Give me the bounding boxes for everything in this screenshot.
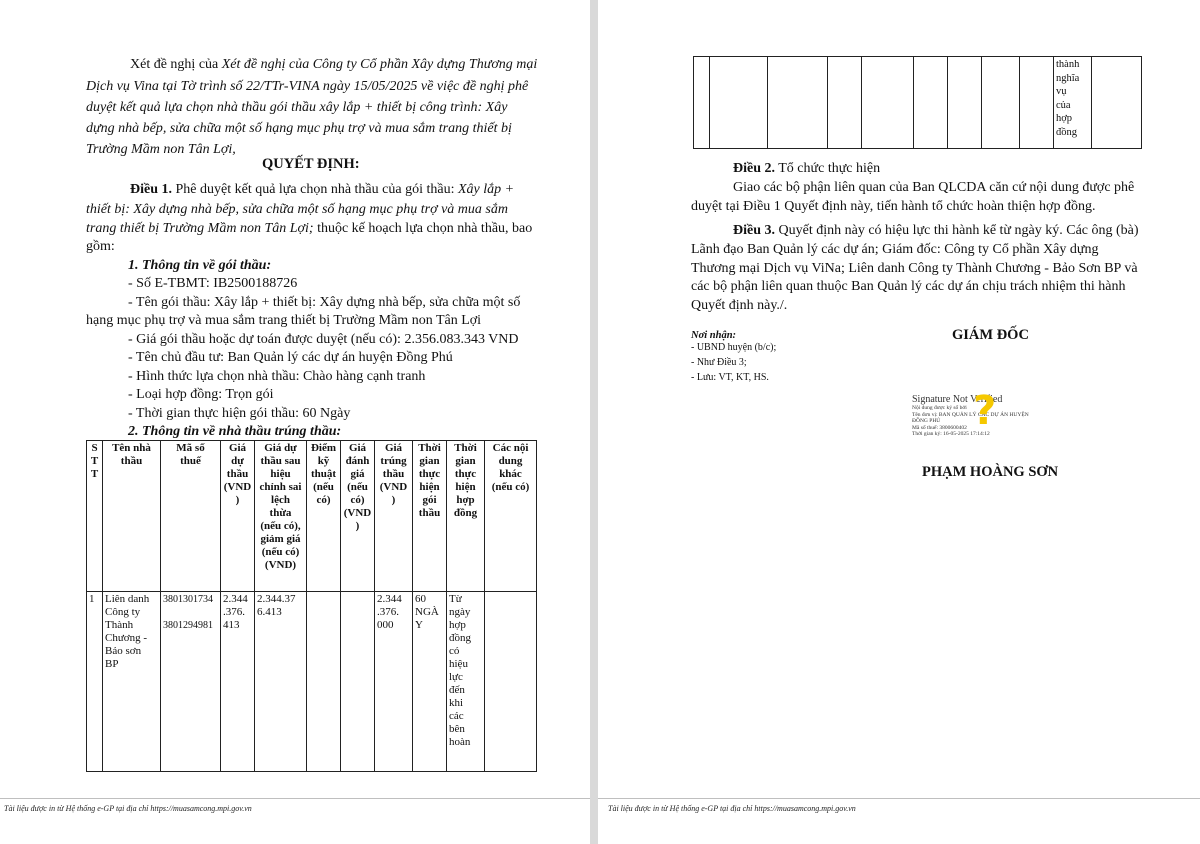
article-1-label: Điều 1. (130, 182, 172, 197)
table-header-cell: Giá đánh giá (nếu có) (VND ) (341, 441, 375, 592)
table-header-cell: Tên nhà thầu (103, 441, 161, 592)
page-gap (590, 0, 598, 844)
article-3-body-3: các bộ phận liên quan thuộc Ban Quản lý các dự án chịu trách nhiệm thi hành (691, 279, 1126, 294)
table-cell (828, 57, 862, 149)
article-3-body-4: Quyết định này./. (691, 298, 788, 313)
article-2-line (733, 159, 880, 178)
article-1-plain: thuộc kế hoạch lựa chọn nhà thầu, bao (313, 221, 533, 236)
table-cell: 2.344.37 6.413 (255, 592, 307, 772)
article-3-body-1: Lãnh đạo Ban Quản lý các dự án; Giám đốc: Công ty Cổ phần Xây dựng (691, 242, 1099, 257)
package-price: - Giá gói thầu hoặc dự toán được duyệt (nếu có): 2.356.083.343 VND (128, 332, 519, 347)
footer-divider (598, 798, 1200, 799)
page-2-footer: Tài liệu được in từ Hệ thống e-GP tại địa chỉ https://muasamcong.mpi.gov.vn (608, 804, 856, 813)
table-cell (710, 57, 768, 149)
signature-line-5: Thời gian ký: 16-05-2025 17:14:12 (912, 431, 990, 437)
intro-line-1 (130, 55, 537, 74)
intro-italic-1: Xét đề nghị của Công ty Cổ phần Xây dựng Thương mại (221, 57, 538, 72)
article-2-text: Tổ chức thực hiện (775, 161, 881, 176)
signature-line-2: Tên đơn vị: BAN QUẢN LÝ CÁC DỰ ÁN HUYỆN (912, 411, 1029, 418)
director-title: GIÁM ĐỐC (952, 327, 1029, 343)
table-cell (768, 57, 828, 149)
signer-name: PHẠM HOÀNG SƠN (922, 464, 1059, 480)
selection-method: - Hình thức lựa chọn nhà thầu: Chào hàng cạnh tranh (128, 369, 426, 384)
intro-line-5: Trường Mầm non Tân Lợi, (86, 142, 236, 157)
article-2-body-2: duyệt tại Điều 1 Quyết định này, tiến hành tổ chức hoàn thiện hợp đồng. (691, 199, 1096, 214)
table-row (87, 592, 537, 772)
page-1-footer: Tài liệu được in từ Hệ thống e-GP tại địa chỉ https://muasamcong.mpi.gov.vn (4, 804, 252, 813)
investor: - Tên chủ đầu tư: Ban Quản lý các dự án huyện Đồng Phú (128, 350, 453, 365)
intro-prefix: Xét đề nghị của (130, 57, 222, 72)
table-header-cell: Giá dự thầu (VND ) (221, 441, 255, 592)
digital-signature-block (912, 396, 1029, 438)
table-cell: 60 NGÀ Y (413, 592, 447, 772)
table-header-row (87, 441, 537, 592)
recipient-1: - UBND huyện (b/c); (691, 342, 777, 353)
table-header-cell: Điểm kỹ thuật (nếu có) (307, 441, 341, 592)
table-header-cell: Thời gian thực hiện hợp đồng (447, 441, 485, 592)
table-header-cell: S T T (87, 441, 103, 592)
section-2-title: 2. Thông tin về nhà thầu trúng thầu: (128, 424, 342, 439)
signature-line-4: Mã số thuế: 3800600402 (912, 424, 967, 431)
article-3-label: Điều 3. (733, 223, 775, 238)
table-cell (694, 57, 710, 149)
article-1-line-2: thiết bị: Xây dựng nhà bếp, sửa chữa một số hạng mục phụ trợ và mua sắm (86, 202, 508, 217)
unverified-question-icon: ? (973, 388, 997, 434)
table-header-cell: Các nội dung khác (nếu có) (485, 441, 537, 592)
table-cell (485, 592, 537, 772)
intro-line-2: Dịch vụ Vina tại Tờ trình số 22/TTr-VINA ngày 15/05/2025 về việc đề nghị phê (86, 79, 529, 94)
table-cell (1020, 57, 1054, 149)
recipient-3: - Lưu: VT, KT, HS. (691, 372, 769, 383)
signature-line-3: ĐỒNG PHÚ (912, 418, 941, 424)
article-3-text: Quyết định này có hiệu lực thi hành kể từ ngày ký. Các ông (bà) (775, 223, 1139, 238)
winner-table (86, 440, 537, 772)
table-cell: 2.344 .376. 000 (375, 592, 413, 772)
article-1-italic: Xây lắp + (457, 182, 515, 197)
article-1-text: Phê duyệt kết quả lựa chọn nhà thầu của gói thầu: (172, 182, 458, 197)
table-header-cell: Mã số thuế (161, 441, 221, 592)
intro-line-4: dựng nhà bếp, sửa chữa một số hạng mục phụ trợ và mua sắm trang thiết bị (86, 121, 512, 136)
table-header-cell: Giá trúng thầu (VND ) (375, 441, 413, 592)
table-cell (341, 592, 375, 772)
table-row-continued (694, 57, 1142, 149)
article-1-italic-2: trang thiết bị Trường Mầm non Tân Lợi; (86, 221, 314, 236)
bid-number: - Số E-TBMT: IB2500188726 (128, 276, 298, 291)
table-cell (307, 592, 341, 772)
table-cell: Liên danh Công ty Thành Chương - Bảo sơn BP (103, 592, 161, 772)
section-1-title: 1. Thông tin về gói thầu: (128, 258, 272, 273)
table-cell (862, 57, 914, 149)
document-page-1 (0, 0, 590, 844)
article-2-label: Điều 2. (733, 161, 775, 176)
table-cell: 1 (87, 592, 103, 772)
article-3-body-2: Thương mại Dịch vụ ViNa; Liên danh Công ty Thành Chương - Bảo Sơn BP và (691, 261, 1138, 276)
contract-type: - Loại hợp đồng: Trọn gói (128, 387, 274, 402)
intro-line-3: duyệt kết quả lựa chọn nhà thầu gói thầu xây lắp + thiết bị công trình: Xây (86, 100, 508, 115)
signature-status: Signature Not Verified (912, 394, 1003, 405)
table-header-cell: Thời gian thực hiện gói thầu (413, 441, 447, 592)
table-cell (914, 57, 948, 149)
article-1-line (130, 180, 514, 199)
document-page-2 (598, 0, 1200, 844)
package-name-cont: hạng mục phụ trợ và mua sắm trang thiết bị Trường Mầm non Tân Lợi (86, 313, 482, 328)
article-2-body-1: Giao các bộ phận liên quan của Ban QLCDA căn cứ nội dung được phê (733, 180, 1135, 195)
table-cell-contract-end: thành nghĩa vụ của hợp đồng (1054, 57, 1092, 149)
signature-line-1: Nội dung được ký số bởi (912, 405, 967, 411)
table-cell (948, 57, 982, 149)
decision-title: QUYẾT ĐỊNH: (262, 156, 360, 172)
recipients-title: Nơi nhận: (691, 330, 737, 341)
footer-divider (0, 798, 590, 799)
article-3-line (733, 221, 1139, 240)
winner-table-continued (693, 56, 1142, 149)
table-cell: 2.344 .376. 413 (221, 592, 255, 772)
table-cell: 3801301734 3801294981 (161, 592, 221, 772)
article-1-line-4: gồm: (86, 239, 115, 254)
table-cell (982, 57, 1020, 149)
table-cell (1092, 57, 1142, 149)
article-1-line-3 (86, 219, 532, 238)
table-cell: Từ ngày hợp đồng có hiệu lực đến khi các bên hoàn (447, 592, 485, 772)
package-name: - Tên gói thầu: Xây lắp + thiết bị: Xây dựng nhà bếp, sửa chữa một số (128, 295, 521, 310)
recipient-2: - Như Điều 3; (691, 357, 747, 368)
table-header-cell: Giá dự thầu sau hiệu chỉnh sai lệch thừa (nếu có), giảm giá (nếu có) (VND) (255, 441, 307, 592)
duration: - Thời gian thực hiện gói thầu: 60 Ngày (128, 406, 351, 421)
